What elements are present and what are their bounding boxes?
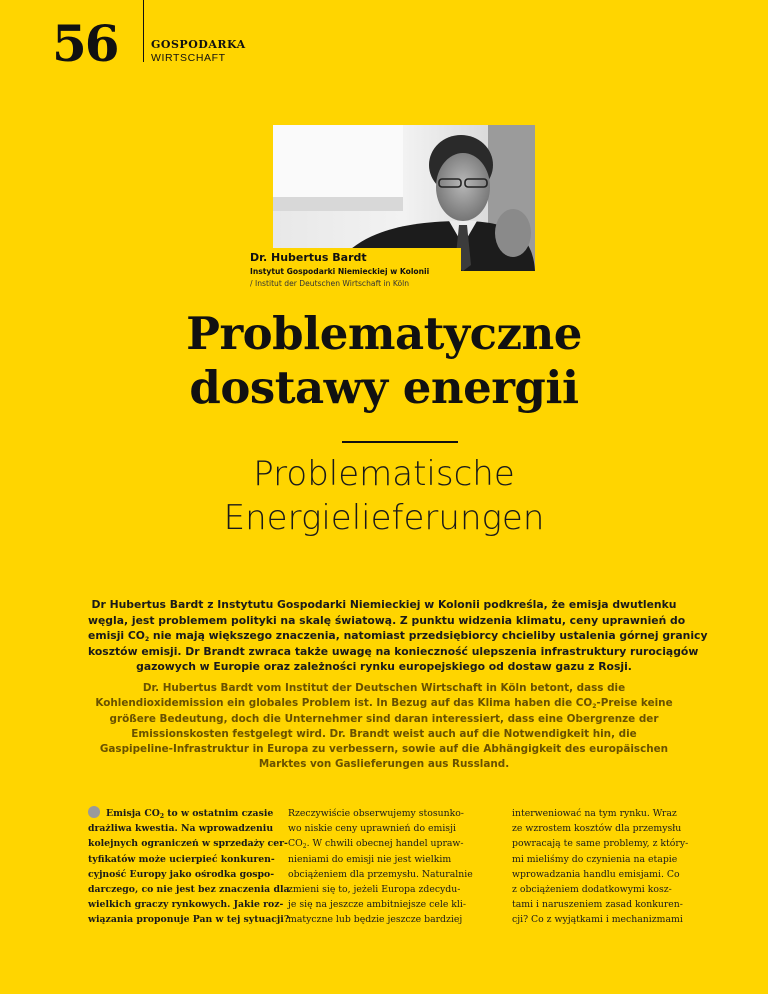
- section-title-de: WIRTSCHAFT: [151, 52, 226, 64]
- lead-pl-line: węgla, jest problemem polityki na skalę światową. Z punktu widzenia klimatu, ceny uprawnień do: [88, 613, 686, 627]
- section-title-pl: GOSPODARKA: [151, 38, 246, 51]
- question-bullet-icon: [88, 806, 100, 818]
- lead-pl-line: gazowych w Europie oraz zależności rynku europejskiego od dostaw gazu z Rosji.: [136, 660, 632, 674]
- headline-de-line2: Energielieferungen: [223, 498, 545, 538]
- lead-paragraph-pl: [88, 597, 708, 675]
- caption-institution-pl: Instytut Gospodarki Niemieckiej w Kolonii: [250, 267, 430, 276]
- caption-name: Dr. Hubertus Bardt: [250, 251, 367, 264]
- headline-de: [0, 452, 768, 540]
- headline-pl-line1: Problematyczne: [186, 307, 582, 360]
- page-number: 56: [52, 14, 118, 73]
- lead-de-line: Dr. Hubertus Bardt vom Institut der Deutschen Wirtschaft in Köln betont, dass die: [142, 682, 626, 694]
- headline-pl: [0, 307, 768, 415]
- lead-pl-line: Dr Hubertus Bardt z Instytutu Gospodarki Niemieckiej w Kolonii podkreśla, że emisja dwutlenku: [91, 598, 677, 611]
- header-divider: [143, 0, 144, 62]
- lead-de-line: größere Bedeutung, doch die Unternehmer sind daran interessiert, dass eine Obergrenze der: [109, 712, 659, 725]
- headline-de-line1: Problematische: [253, 454, 515, 494]
- lead-de-line: Kohlendioxidemission ein globales Problem ist. In Bezug auf das Klima haben die $CO_2$-Preise keine: [95, 697, 673, 711]
- interview-answer-column-3: interweniować na tym rynku. Wraz ze wzrostem kosztów dla przemysłu powracają te same problemy, z który- mi mieliśmy do czynienia na etapie wprowadzania handlu emisjami. Co z obciążeniem dodatkowymi kosz- tami i naruszeniem zasad konkuren- cji? Co z wyjątkami i mechanizmami: [512, 808, 689, 926]
- lead-paragraph-de: [88, 681, 680, 773]
- interview-answer-column-2: Rzeczywiście obserwujemy stosunko- wo niskie ceny uprawnień do emisji $CO_2$. W chwili obecnej handel upraw- nieniami do emisji nie jest wielkim obciążeniem dla przemysłu. Naturalnie zmieni się to, jeżeli Europa zdecydu- je się na jeszcze ambitniejsze cele kli- matyczne lub będzie jeszcze bardziej: [288, 808, 473, 926]
- lead-pl-line: kosztów emisji. Dr Brandt zwraca także uwagę na konieczność ulepszenia infrastruktury rurociągów: [88, 644, 699, 658]
- headline-pl-line2: dostawy energii: [189, 361, 579, 414]
- title-divider: [342, 441, 458, 443]
- interview-question: Emisja $CO_2$ to w ostatnim czasie drażliwa kwestia. Na wprowadzeniu kolejnych ograniczeń w sprzedaży cer- tyfikatów może ucierpieć konkuren- cyjność Europy jako ośrodka gospo- darczego, co nie jest bez znaczenia dla wielkich graczy rynkowych. Jakie roz- wiązania proponuje Pan w tej sytuacji?: [88, 808, 290, 926]
- lead-de-line: Gaspipeline-Infrastruktur in Europa zu verbessern, sowie auf die Abhängigkeit des europäischen: [99, 743, 669, 756]
- lead-de-line: Marktes von Gaslieferungen aus Russland.: [258, 758, 510, 771]
- lead-de-line: Emissionskosten festgelegt wird. Dr. Brandt weist auch auf die Notwendigkeit hin, die: [131, 727, 637, 740]
- caption-institution-de: / Institut der Deutschen Wirtschaft in Köln: [250, 279, 410, 288]
- lead-pl-line: emisji $CO_2$ nie mają większego znaczenia, natomiast przedsiębiorcy chcieliby ustalenia górnej granicy: [88, 629, 708, 644]
